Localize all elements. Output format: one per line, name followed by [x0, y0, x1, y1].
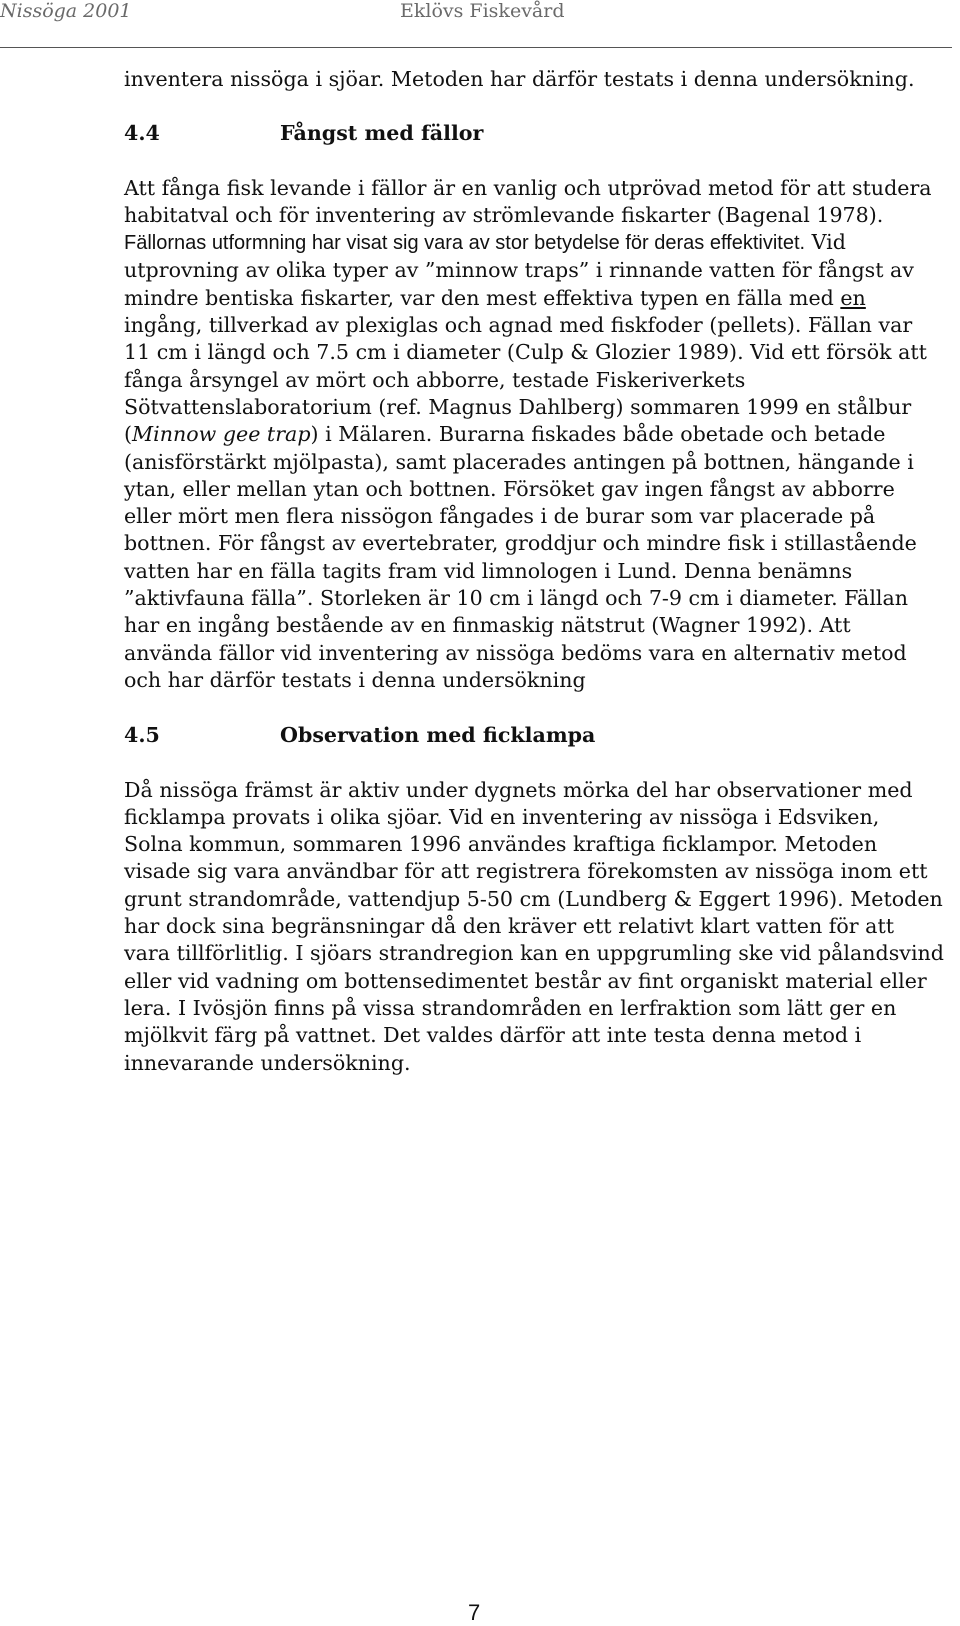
section-heading-4-5: [124, 722, 944, 749]
page-body: [124, 66, 944, 1077]
underlined-word: en: [840, 285, 866, 310]
paragraph-text: Vid utprovning av olika typer av ”minnow traps” i rinnande vatten för fångst av mindre bentiska fiskarter, var den mest effektiva typen en fälla med: [124, 230, 914, 310]
italic-term: Minnow gee trap: [132, 422, 311, 447]
page-header: [0, 0, 960, 48]
paragraph-text-sans: Fällornas utformning har visat sig vara av stor betydelse för deras effektivitet.: [124, 232, 806, 255]
section-4-5-paragraph: Då nissöga främst är aktiv under dygnets mörka del har observationer med ficklampa provats i olika sjöar. Vid en inventering av nissöga i Edsviken, Solna kommun, sommaren 1996 användes kraftiga ficklampor. Metoden visade sig vara användbar för att registrera förekomsten av nissöga inom ett grunt strandområde, vattendjup 5-50 cm (Lundberg & Eggert 1996). Metoden har dock sina begränsningar då den kräver ett relativt klart vatten för att vara tillförlitlig. I sjöars strandregion kan en uppgrumling ske vid pålandsvind eller vid vadning om bottensedimentet består av fint organiskt material eller lera. I Ivösjön finns på vissa strandområden en lerfraktion som lätt ger en mjölkvit färg på vattnet. Det valdes därför att inte testa denna metod i innevarande undersökning.: [124, 777, 944, 1075]
header-document-title: Nissöga 2001: [0, 0, 132, 22]
paragraph-text: Att fånga fisk levande i fällor är en vanlig och utprövad metod för att studera habitatval och för inventering av strömlevande fiskarter (Bagenal 1978).: [124, 175, 932, 227]
section-number: 4.4: [124, 121, 160, 146]
section-title: Observation med ficklampa: [280, 723, 596, 748]
header-author: Eklövs Fiskevård: [400, 0, 565, 22]
section-4-4-paragraph: [124, 175, 944, 695]
section-title: Fångst med fällor: [280, 121, 484, 146]
section-heading-4-4: [124, 120, 944, 147]
section-number: 4.5: [124, 723, 160, 748]
page-number: 7: [468, 1600, 481, 1625]
paragraph-text: ) i Mälaren. Burarna fiskades både obetade och betade (anisförstärkt mjölpasta), samt placerades antingen på bottnen, hängande i ytan, eller mellan ytan och bottnen. Försöket gav ingen fångst av abborre eller mört men flera nissögon fångades i de burar som var placerade på bottnen. För fångst av evertebrater, groddjur och mindre fisk i stillastående vatten har en fälla tagits fram vid limnologen i Lund. Denna benämns ”aktivfauna fälla”. Storleken är 10 cm i längd och 7-9 cm i diameter. Fällan har en ingång bestående av en finmaskig nätstrut (Wagner 1992). Att använda fällor vid inventering av nissöga bedöms vara en alternativ metod och har därför testats i denna undersökning: [124, 422, 917, 692]
intro-paragraph: inventera nissöga i sjöar. Metoden har därför testats i denna undersökning.: [124, 67, 915, 91]
paragraph-text: ingång, tillverkad av plexiglas och agnad med fiskfoder (pellets). Fällan var 11 cm i längd och 7.5 cm i diameter (Culp & Glozier 1989). Vid ett försök att fånga årsyngel av mört och abborre, testade Fiskeriverkets Sötvattenslaboratorium (ref. Magnus Dahlberg) sommaren 1999 en stålbur (: [124, 313, 927, 447]
header-rule: [0, 47, 952, 48]
